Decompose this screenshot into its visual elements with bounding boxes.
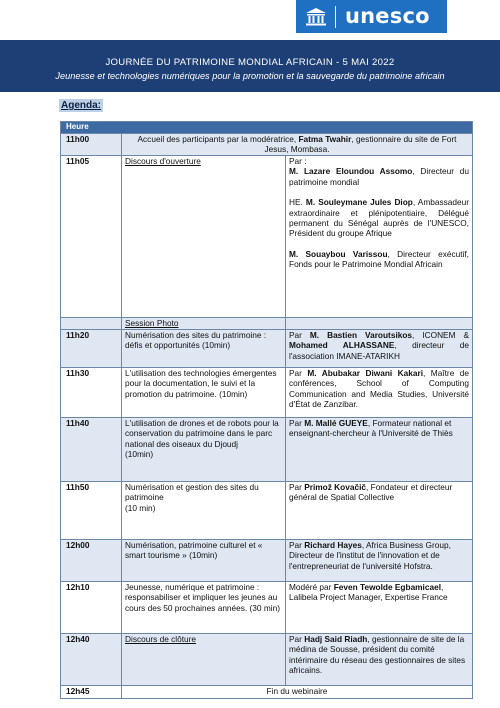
logo-wordmark: unesco xyxy=(345,4,430,28)
welcome-cell xyxy=(122,134,473,156)
speaker-role: , gestionnaire de site de la médina de Sousse, président du comité intérimaire du réseau des gestionnaires de sites africains. xyxy=(289,634,466,676)
moderator-role: , gestionnaire du site de Fort Jesus, Mombasa. xyxy=(264,134,457,155)
par-label: Par xyxy=(289,482,305,492)
time-cell: 11h30 xyxy=(61,368,122,418)
par-label: Par xyxy=(289,634,305,644)
speaker-name: M. Lazare Eloundou Assomo xyxy=(289,166,413,177)
speaker-role: , Lalibela Project Manager, Expertise France xyxy=(289,582,448,603)
speaker-name: M. Mallé GUEYE xyxy=(304,418,368,428)
table-row xyxy=(61,582,473,634)
table-row xyxy=(61,482,473,540)
unesco-logo xyxy=(296,0,447,33)
topic-cell: Numérisation des sites du patrimoine : défis et opportunités (10min) xyxy=(122,330,286,368)
speaker-name: Richard Hayes xyxy=(304,540,362,550)
topic-duration: (10min) xyxy=(125,449,154,460)
time-cell: 12h10 xyxy=(61,582,122,634)
speaker-cell xyxy=(286,634,473,686)
par-label: Par xyxy=(289,418,305,428)
speaker-name: M. Abubakar Diwani Kakari xyxy=(307,368,424,378)
speaker-role: , directeur de l'association IMANE-ATARIKH xyxy=(289,340,469,361)
unesco-temple-icon xyxy=(305,7,327,27)
time-cell: 11h50 xyxy=(61,482,122,540)
table-row xyxy=(61,368,473,418)
topic-duration: (10 min) xyxy=(125,502,156,513)
empty-cell xyxy=(61,318,122,330)
topic-cell xyxy=(122,482,286,540)
par-label: Par xyxy=(289,540,305,550)
speaker-role: , Africa Business Group, Directeur de l'institut de l'innovation et de l'entrepreneuriat de l'université Hofstra. xyxy=(289,540,451,571)
topic-cell xyxy=(122,156,286,318)
header-banner xyxy=(0,40,500,92)
topic-cell: Numérisation, patrimoine culturel et « smart tourisme » (10min) xyxy=(122,540,286,582)
table-row xyxy=(61,418,473,482)
table-row xyxy=(61,540,473,582)
topic-title: Discours d'ouverture xyxy=(125,156,201,166)
speaker-prefix: HE. xyxy=(289,197,306,208)
speaker-role: , Directeur du patrimoine mondial xyxy=(289,166,469,187)
speaker-role: , Ambassadeur extraordinaire et plénipotentiaire, Délégué permanent du Sénégal auprès de l'UNESCO, Président du groupe Afrique xyxy=(289,197,469,239)
par-label: Par xyxy=(289,330,310,340)
speaker-name: Feven Tewolde Egbamicael xyxy=(333,582,442,592)
speaker-name: M. Bastien Varoutsikos xyxy=(309,330,413,340)
time-cell: 12h40 xyxy=(61,634,122,686)
welcome-text: Accueil des participants par la modératrice, xyxy=(137,134,299,144)
time-cell: 11h20 xyxy=(61,330,122,368)
speaker-name: M. Souaybou Varissou xyxy=(289,248,388,259)
topic-cell xyxy=(122,634,286,686)
speaker-role: , Maître de conférences, School of Computing Communication and Media Studies, Université d'État de Zanzibar. xyxy=(289,368,469,410)
closing-text: Fin du webinaire xyxy=(122,686,473,699)
speaker-name: M. Souleymane Jules Diop xyxy=(305,197,413,208)
time-cell: 11h00 xyxy=(61,134,122,156)
speaker-cell xyxy=(286,330,473,368)
speaker-role: , Formateur national et enseignant-chercheur à l'Université de Thiès xyxy=(289,418,453,439)
banner-title: JOURNÉE DU PATRIMOINE MONDIAL AFRICAIN - 5 MAI 2022 xyxy=(105,57,395,68)
session-photo: Session Photo xyxy=(125,318,179,328)
par-label: Par xyxy=(289,368,308,378)
table-row xyxy=(61,330,473,368)
agenda-table xyxy=(60,121,473,699)
topic-text: Numérisation et gestion des sites du patrimoine xyxy=(125,482,259,503)
table-row xyxy=(61,686,473,699)
time-cell: 11h40 xyxy=(61,418,122,482)
table-row xyxy=(61,634,473,686)
par-label: Par : xyxy=(289,156,307,166)
topic-cell: Jeunesse, numérique et patrimoine : responsabiliser et impliquer les jeunes au cours des 50 prochaines années. (30 min) xyxy=(122,582,286,634)
speaker-sep: , ICONEM & xyxy=(412,330,470,340)
topic-text: L'utilisation de drones et de robots pour la conservation du patrimoine dans le parc national des oiseaux du Djoudj xyxy=(125,418,279,449)
speaker-cell xyxy=(286,418,473,482)
speaker-cell xyxy=(286,368,473,418)
table-row xyxy=(61,156,473,318)
speaker-name: Mohamed ALHASSANE xyxy=(289,340,395,351)
speaker-role: , Directeur exécutif, Fonds pour le Patrimoine Mondial Africain xyxy=(289,248,469,270)
header-heure: Heure xyxy=(61,122,473,134)
empty-cell xyxy=(286,318,473,330)
time-cell: 12h45 xyxy=(61,686,122,699)
logo-divider xyxy=(335,6,336,28)
time-cell: 11h05 xyxy=(61,156,122,318)
photo-cell xyxy=(122,318,286,330)
banner-subtitle: Jeunesse et technologies numériques pour la promotion et la sauvegarde du patrimoine africain xyxy=(55,71,445,81)
topic-cell xyxy=(122,418,286,482)
speaker-cell xyxy=(286,156,473,318)
agenda-heading: Agenda: xyxy=(61,100,101,111)
table-header-row xyxy=(61,122,473,134)
topic-title: Discours de clôture xyxy=(125,634,197,644)
speaker-name: Primož Kovačič xyxy=(304,482,367,492)
table-row xyxy=(61,134,473,156)
time-cell: 12h00 xyxy=(61,540,122,582)
table-row xyxy=(61,318,473,330)
moderator-name: Fatma Twahir xyxy=(298,134,352,144)
speaker-cell xyxy=(286,482,473,540)
speaker-cell xyxy=(286,582,473,634)
topic-cell: L'utilisation des technologies émergentes pour la documentation, le suivi et la promotion du patrimoine. (10min) xyxy=(122,368,286,418)
speaker-cell xyxy=(286,540,473,582)
speaker-role: , Fondateur et directeur général de Spatial Collective xyxy=(289,482,453,503)
par-label: Modéré par xyxy=(289,582,334,592)
speaker-name: Hadj Said Riadh xyxy=(304,634,368,644)
